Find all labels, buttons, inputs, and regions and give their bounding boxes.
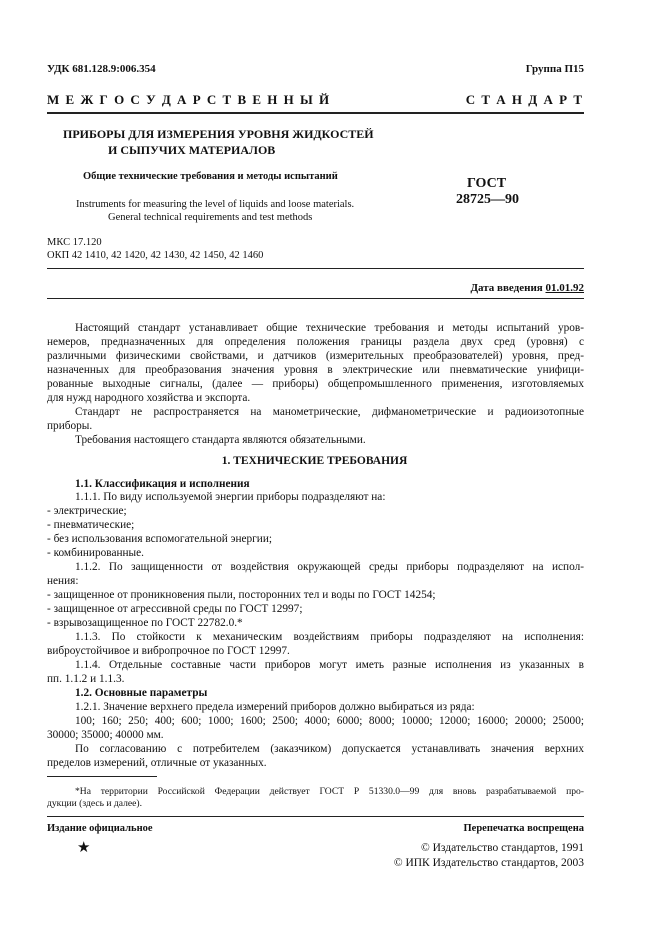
list-item: - пневматические;	[47, 519, 135, 531]
title-en-line-2: General technical requirements and test methods	[108, 212, 313, 223]
reprint-notice: Перепечатка воспрещена	[463, 823, 584, 834]
intro-line: Требования настоящего стандарта являются обязательными.	[75, 434, 366, 446]
list-item: - защищенное от проникновения пыли, посторонних тел и воды по ГОСТ 14254;	[47, 589, 436, 601]
footnote-rule	[47, 776, 157, 777]
mks-code: МКС 17.120	[47, 237, 102, 248]
clause-1-1-2-cont: нения:	[47, 575, 79, 587]
section-heading	[0, 455, 661, 467]
clause-1-1-3-cont: виброустойчивое и вибропрочное по ГОСТ 12997.	[47, 645, 290, 657]
intro-line: Стандарт не распространяется на манометрические, дифманометрические и радиоизотопные	[75, 406, 584, 418]
clause-1-2-1: 1.2.1. Значение верхнего предела измерений приборов должно выбираться из ряда:	[75, 701, 475, 713]
footnote-line: дукции (здесь и далее).	[47, 798, 143, 809]
footer-rule	[47, 816, 584, 817]
subsection-heading: 1.1. Классификация и исполнения	[75, 478, 250, 490]
section-heading-text: 1. ТЕХНИЧЕСКИЕ ТРЕБОВАНИЯ	[221, 455, 408, 467]
value-series-cont: 30000; 35000; 40000 мм.	[47, 729, 164, 741]
date-label: Дата введения	[470, 282, 543, 294]
intro-line: для нужд народного хозяйства и экспорта.	[47, 392, 251, 404]
clause-1-1-4: 1.1.4. Отдельные составные части приборов могут иметь разные исполнения из указанных в	[75, 659, 584, 671]
banner-left: М Е Ж Г О С У Д А Р С Т В Е Н Н Ы Й	[47, 92, 332, 107]
title-line-2: И СЫПУЧИХ МАТЕРИАЛОВ	[108, 143, 276, 157]
introduction-date	[470, 282, 584, 294]
codes-rule	[47, 268, 584, 269]
list-item: - взрывозащищенное по ГОСТ 22782.0.*	[47, 617, 243, 629]
intro-line: приборы.	[47, 420, 93, 432]
title-line-1: ПРИБОРЫ ДЛЯ ИЗМЕРЕНИЯ УРОВНЯ ЖИДКОСТЕЙ	[63, 127, 374, 141]
footnote-line: *На территории Российской Федерации действует ГОСТ Р 51330.0—99 для вновь разрабатываемой про-	[75, 786, 584, 797]
agreement-paragraph-cont: пределов измерений, отличные от указанных.	[47, 757, 267, 769]
value-series: 100; 160; 250; 400; 600; 1000; 1600; 2500; 4000; 6000; 8000; 10000; 12000; 16000; 20000; 25000;	[75, 715, 584, 727]
official-edition: Издание официальное	[47, 823, 153, 834]
date-value: 01.01.92	[545, 282, 584, 294]
gost-number: 28725—90	[456, 192, 519, 207]
intro-line: назначенных для преобразования значения уровня в электрические или пневматические унифици-	[47, 364, 584, 376]
subsection-heading: 1.2. Основные параметры	[75, 687, 208, 699]
copyright-2003: © ИПК Издательство стандартов, 2003	[393, 857, 584, 869]
title-en-line-1: Instruments for measuring the level of liquids and loose materials.	[76, 199, 355, 210]
intro-line: Настоящий стандарт устанавливает общие технические требования и методы испытаний уров-	[75, 322, 584, 334]
agreement-paragraph: По согласованию с потребителем (заказчиком) допускается устанавливать значения верхних	[75, 743, 584, 755]
intro-line: рованные выходные сигналы, (далее — приборы) общепромышленного применения, изготовляемых	[47, 378, 584, 390]
udk-code: УДК 681.128.9:006.354	[47, 63, 156, 75]
intro-line: различными физическими свойствами, и датчиков (измерительных преобразователей) уровня, пред-	[47, 350, 584, 362]
list-item: - комбинированные.	[47, 547, 144, 559]
clause-1-1-1: 1.1.1. По виду используемой энергии приборы подразделяют на:	[75, 491, 386, 503]
list-item: - электрические;	[47, 505, 127, 517]
okp-code: ОКП 42 1410, 42 1420, 42 1430, 42 1450, 42 1460	[47, 250, 264, 261]
intro-line: немеров, предназначенных для определения положения границы раздела двух сред (уровня) с	[47, 336, 584, 348]
clause-1-1-2: 1.1.2. По защищенности от воздействия окружающей среды приборы подразделяют на испол-	[75, 561, 584, 573]
title-subtitle: Общие технические требования и методы испытаний	[83, 171, 338, 182]
gost-label: ГОСТ	[467, 176, 507, 191]
clause-1-1-3: 1.1.3. По стойкости к механическим воздействиям приборы подразделяют на исполнения:	[75, 631, 584, 643]
list-item: - без использования вспомогательной энергии;	[47, 533, 273, 545]
banner-rule	[47, 112, 584, 114]
clause-1-1-4-cont: пп. 1.1.2 и 1.1.3.	[47, 673, 125, 685]
date-rule	[47, 298, 584, 299]
star-icon: ★	[77, 840, 91, 856]
group-code: Группа П15	[525, 63, 584, 75]
list-item: - защищенное от агрессивной среды по ГОСТ 12997;	[47, 603, 303, 615]
copyright-1991: © Издательство стандартов, 1991	[420, 842, 584, 854]
banner-right: С Т А Н Д А Р Т	[465, 92, 584, 107]
